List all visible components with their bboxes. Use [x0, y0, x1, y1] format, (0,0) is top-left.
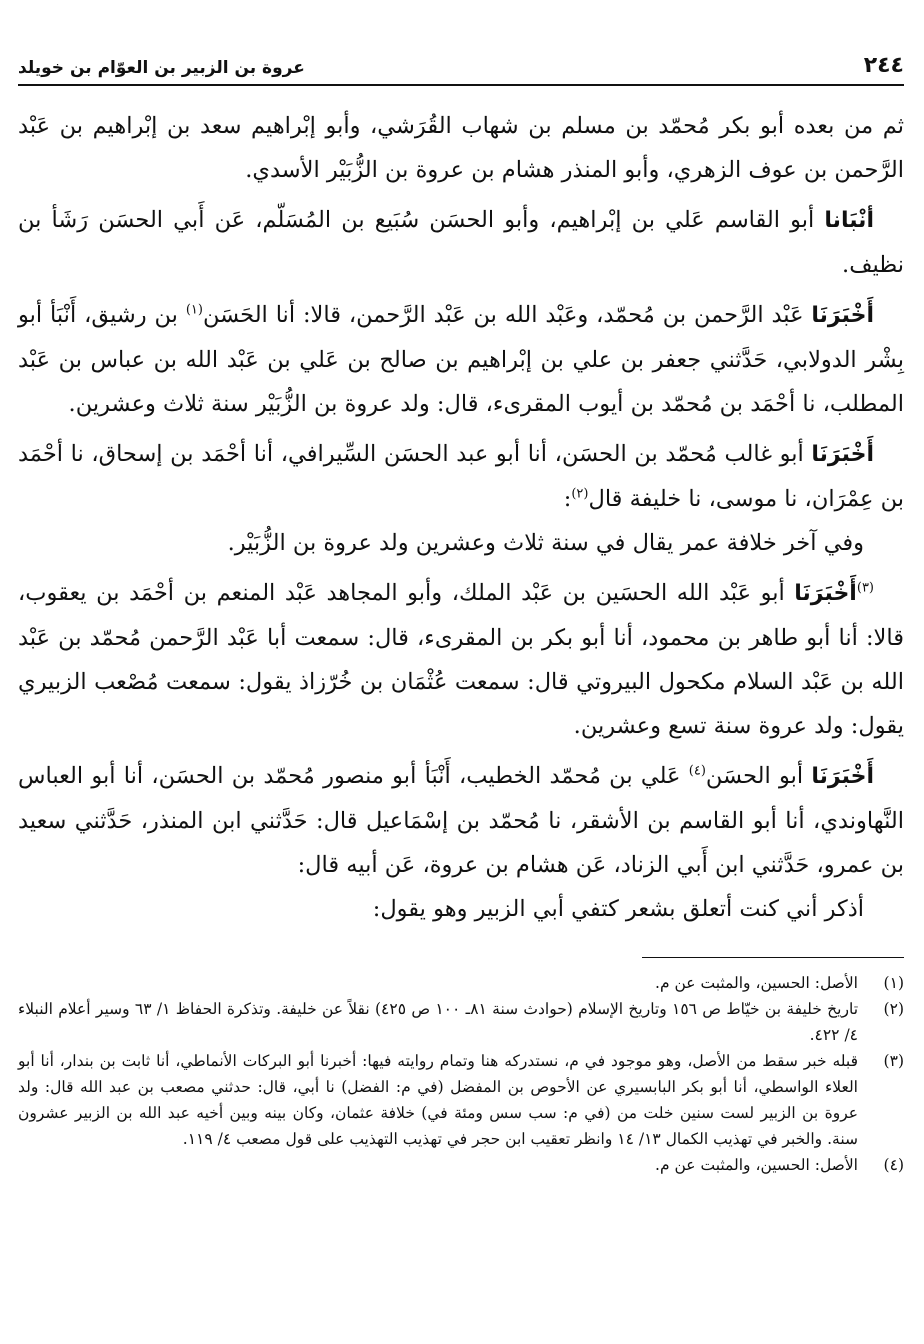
- paragraph-text: أبو القاسم عَلي بن إبْراهيم، وأبو الحسَن سُبَيع بن المُسَلّم، عَن أَبي الحسَن رَشَأ بن نظيف.: [18, 207, 904, 278]
- paragraph-text: أبو الحسَن: [705, 763, 812, 789]
- narration-lead: أَخْبَرَنَا: [811, 764, 874, 789]
- narration-lead: أنْبَانا: [824, 208, 874, 233]
- paragraph-text: ثم من بعده أبو بكر مُحمّد بن مسلم بن شهاب القُرَشي، وأبو إبْراهيم سعد بن إبْراهيم بن عَبْد الرَّحمن بن عوف الزهري، وأبو المنذر هشام بن عروة بن الزُّبَيْر الأسدي.: [18, 113, 904, 183]
- paragraph: [18, 754, 904, 887]
- paragraph: [18, 571, 904, 748]
- footnote-separator: [642, 957, 904, 958]
- footnote: [18, 1048, 904, 1152]
- footnote-number: (٣): [883, 1052, 904, 1070]
- paragraph-text: :: [563, 486, 572, 512]
- running-title: عروة بن الزبير بن العوّام بن خويلد: [18, 58, 305, 78]
- paragraph-text: أبو عَبْد الله الحسَين بن عَبْد الملك، وأبو المجاهد عَبْد المنعم بن أحْمَد بن يعقوب، قالا: أنا أبو طاهر بن محمود، أنا أبو بكر بن المقرىء، قال: سمعت أبا عَبْد الرَّحمن مُحمّد بن عَبْد الله بن عَبْد السلام مكحول البيروتي قال: سمعت عُثْمَان بن خُرّزاذ يقول: سمعت مُصْعب الزبيري يقول: ولد عروة سنة تسع وعشرين.: [18, 580, 904, 739]
- page-number: ٢٤٤: [863, 53, 904, 78]
- footnote-ref: (٢): [571, 486, 589, 502]
- paragraph-text: أذكر أني كنت أتعلق بشعر كتفي أبي الزبير وهو يقول:: [372, 896, 864, 922]
- quoted-paragraph: [18, 521, 904, 565]
- paragraph: [18, 198, 904, 287]
- paragraph-text: عَبْد الرَّحمن بن مُحمّد، وعَبْد الله بن عَبْد الرَّحمن، قالا: أنا الحَسَن: [202, 302, 812, 328]
- footnote-text: قبله خبر سقط من الأصل، وهو موجود في م، نستدركه هنا وتمام روايته فيها: أخبرنا أبو البركات الأنماطي، أنا ثابت بن بندار، أنا أبو العلاء الواسطي، أنا أبو بكر البابسيري عن الأحوص بن المفضل (في م: الفضل) نا أبي، قال: حدثني مصعب بن عبد الله قال: ولد عروة بن الزبير لست سنين خلت من (في م: سب سس ومئة في) خلافة عثمان، وكان بينه وبين أخيه عبد الله بن الزبير عشرون سنة. والخبر في تهذيب الكمال ١٣/ ١٤ وانظر تعقيب ابن حجر في تهذيب التهذيب على قول مصعب ٤/ ١١٩.: [18, 1052, 858, 1148]
- narration-lead: أَخْبَرَنَا: [811, 303, 874, 328]
- footnote: [18, 970, 904, 996]
- footnote-ref: (٣): [856, 580, 874, 596]
- quoted-paragraph: [18, 887, 904, 931]
- paragraph: [18, 104, 904, 192]
- footnote-separator-wrap: [18, 931, 904, 970]
- page-header: [18, 52, 904, 86]
- footnote-number: (٢): [883, 1000, 904, 1018]
- paragraph-text: عَلي بن مُحمّد الخطيب، أَنْبَأ أبو منصور مُحمّد بن الحسَن، أنا أبو العباس النَّهاوندي، أنا أبو القاسم بن الأشقر، نا مُحمّد بن إسْمَاعيل قال: حَدَّثني ابن المنذر، حَدَّثني سعيد بن عمرو، حَدَّثني ابن أَبي الزناد، عَن هشام بن عروة، عَن أبيه قال:: [18, 763, 904, 878]
- footnote-number: (٤): [883, 1156, 904, 1174]
- footnote-ref: (١): [185, 302, 203, 318]
- footnote-ref: (٤): [688, 763, 706, 779]
- footnote: [18, 1152, 904, 1178]
- paragraph: [18, 293, 904, 426]
- footnotes: [18, 970, 904, 1178]
- footnote-number: (١): [883, 974, 904, 992]
- paragraph-text: وفي آخر خلافة عمر يقال في سنة ثلاث وعشرين ولد عروة بن الزُّبَيْر.: [227, 530, 864, 556]
- narration-lead: أَخْبَرَنَا: [794, 581, 857, 606]
- footnote: [18, 996, 904, 1048]
- narration-lead: أَخْبَرَنَا: [811, 442, 874, 467]
- paragraph: [18, 432, 904, 521]
- footnote-text: الأصل: الحسين، والمثبت عن م.: [655, 1156, 858, 1174]
- paragraph-text: أبو غالب مُحمّد بن الحسَن، أنا أبو عبد الحسَن السِّيرافي، أنا أحْمَد بن إسحاق، نا أحْمَد بن عِمْرَان، نا موسى، نا خليفة قال: [18, 441, 904, 512]
- footnote-text: الأصل: الحسين، والمثبت عن م.: [655, 974, 858, 992]
- footnote-text: تاريخ خليفة بن خيّاط ص ١٥٦ وتاريخ الإسلام (حوادث سنة ٨١ـ ١٠٠ ص ٤٢٥) نقلاً عن خليفة. وتذكرة الحفاظ ١/ ٦٣ وسير أعلام النبلاء ٤/ ٤٢٢.: [18, 1000, 859, 1044]
- paragraph-text: بن رشيق، أَنْبَأ أبو بِشْر الدولابي، حَدَّثني جعفر بن علي بن إبْراهيم بن صالح بن عَلي بن عَبْد الله بن عباس بن عَبْد المطلب، نا أحْمَد بن مُحمّد بن أيوب المقرىء، قال: ولد عروة بن الزُّبَيْر سنة ثلاث وعشرين.: [18, 302, 904, 417]
- main-text: [18, 104, 904, 931]
